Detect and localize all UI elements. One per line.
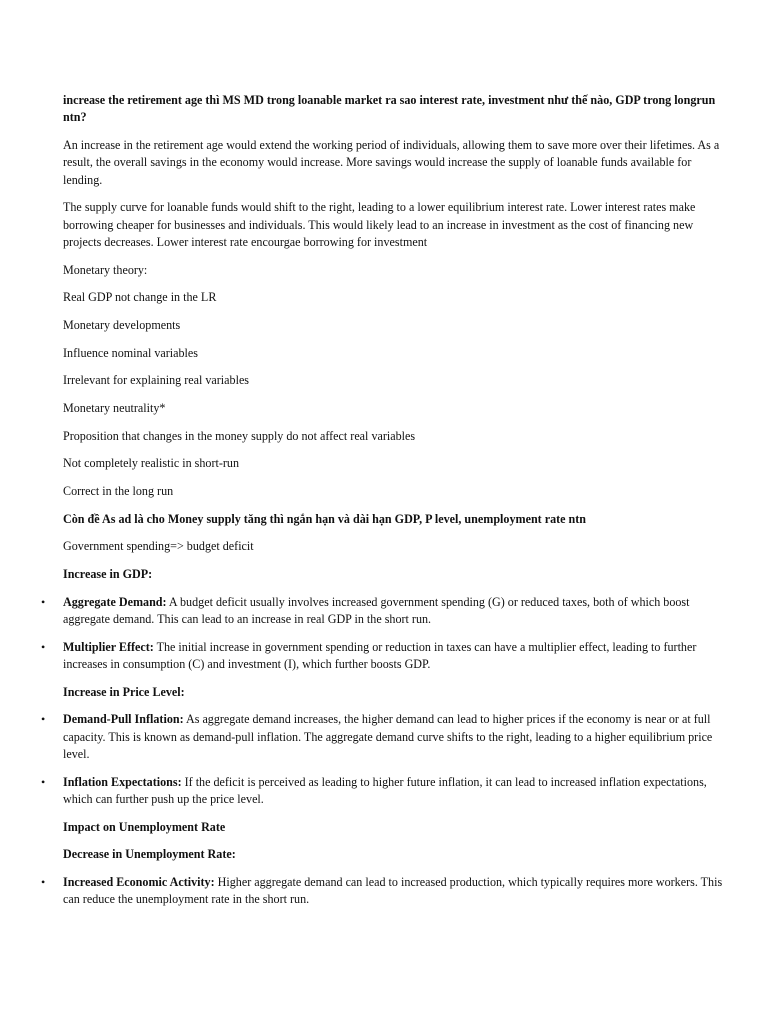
list-item-lead: Multiplier Effect: <box>63 639 154 654</box>
list-item-lead: Inflation Expectations: <box>63 774 182 789</box>
list-item <box>41 594 730 629</box>
note-line: Correct in the long run <box>63 484 174 499</box>
government-spending-line: Government spending=> budget deficit <box>63 539 254 554</box>
list-item-lead: Aggregate Demand: <box>63 594 167 609</box>
note-line: Real GDP not change in the LR <box>63 290 217 305</box>
question-heading-money-supply: Còn đề As ad là cho Money supply tăng thì ngắn hạn và dài hạn GDP, P level, unemployment rate ntn <box>63 511 587 526</box>
list-item-lead: Increased Economic Activity: <box>63 875 215 890</box>
list-item-text: As aggregate demand increases, the higher demand can lead to higher prices if the economy is near or at full capacity. This is known as demand-pull inflation. The aggregate demand curve shifts to the right, leading to a higher equilibrium price level. <box>63 712 713 762</box>
note-line: Monetary neutrality* <box>63 400 166 415</box>
bullet-icon: • <box>41 712 46 727</box>
note-line: Monetary theory: <box>63 262 148 277</box>
section-heading-unemployment: Impact on Unemployment Rate <box>63 819 226 834</box>
subheading-decrease-unemployment: Decrease in Unemployment Rate: <box>63 847 236 862</box>
note-line: Monetary developments <box>63 317 181 332</box>
section-heading-price-level: Increase in Price Level: <box>63 684 185 699</box>
list-item-lead: Demand-Pull Inflation: <box>63 712 184 727</box>
paragraph-savings: An increase in the retirement age would extend the working period of individuals, allowing them to save more over their lifetimes. As a result, the overall savings in the economy would increase. More savings would increase the supply of loanable funds available for lending. <box>63 137 720 187</box>
note-line: Irrelevant for explaining real variables <box>63 373 250 388</box>
list-item-text: Higher aggregate demand can lead to increased production, which typically requires more workers. This can reduce the unemployment rate in the short run. <box>63 875 723 907</box>
list-item <box>41 711 730 763</box>
list-item <box>41 639 730 674</box>
bullet-icon: • <box>41 594 46 609</box>
list-item-text: If the deficit is perceived as leading to higher future inflation, it can lead to increased inflation expectations, which can further push up the price level. <box>63 774 707 807</box>
list-item-text: A budget deficit usually involves increased government spending (G) or reduced taxes, both of which boost aggregate demand. This can lead to an increase in real GDP in the short run. <box>63 594 690 627</box>
note-line: Influence nominal variables <box>63 345 198 360</box>
section-heading-gdp: Increase in GDP: <box>63 567 153 582</box>
bullet-icon: • <box>41 875 46 890</box>
paragraph-interest-rate: The supply curve for loanable funds would shift to the right, leading to a lower equilibrium interest rate. Lower interest rates make borrowing cheaper for businesses and individuals. This would likely lead to an increase in investment as the cost of financing new projects decreases. Lower interest rate encourgae borrowing for investment <box>63 200 696 249</box>
list-item <box>41 874 730 909</box>
question-heading-retirement: increase the retirement age thì MS MD trong loanable market ra sao interest rate, investment như thế nào, GDP trong longrun ntn? <box>63 93 716 125</box>
bullet-icon: • <box>41 639 46 654</box>
note-line: Proposition that changes in the money supply do not affect real variables <box>63 428 416 443</box>
list-item-text: The initial increase in government spending or reduction in taxes can have a multiplier effect, leading to further increases in consumption (C) and investment (I), which further boosts GDP. <box>63 639 697 672</box>
list-item <box>41 774 730 809</box>
bullet-icon: • <box>41 774 46 789</box>
note-line: Not completely realistic in short-run <box>63 456 239 471</box>
